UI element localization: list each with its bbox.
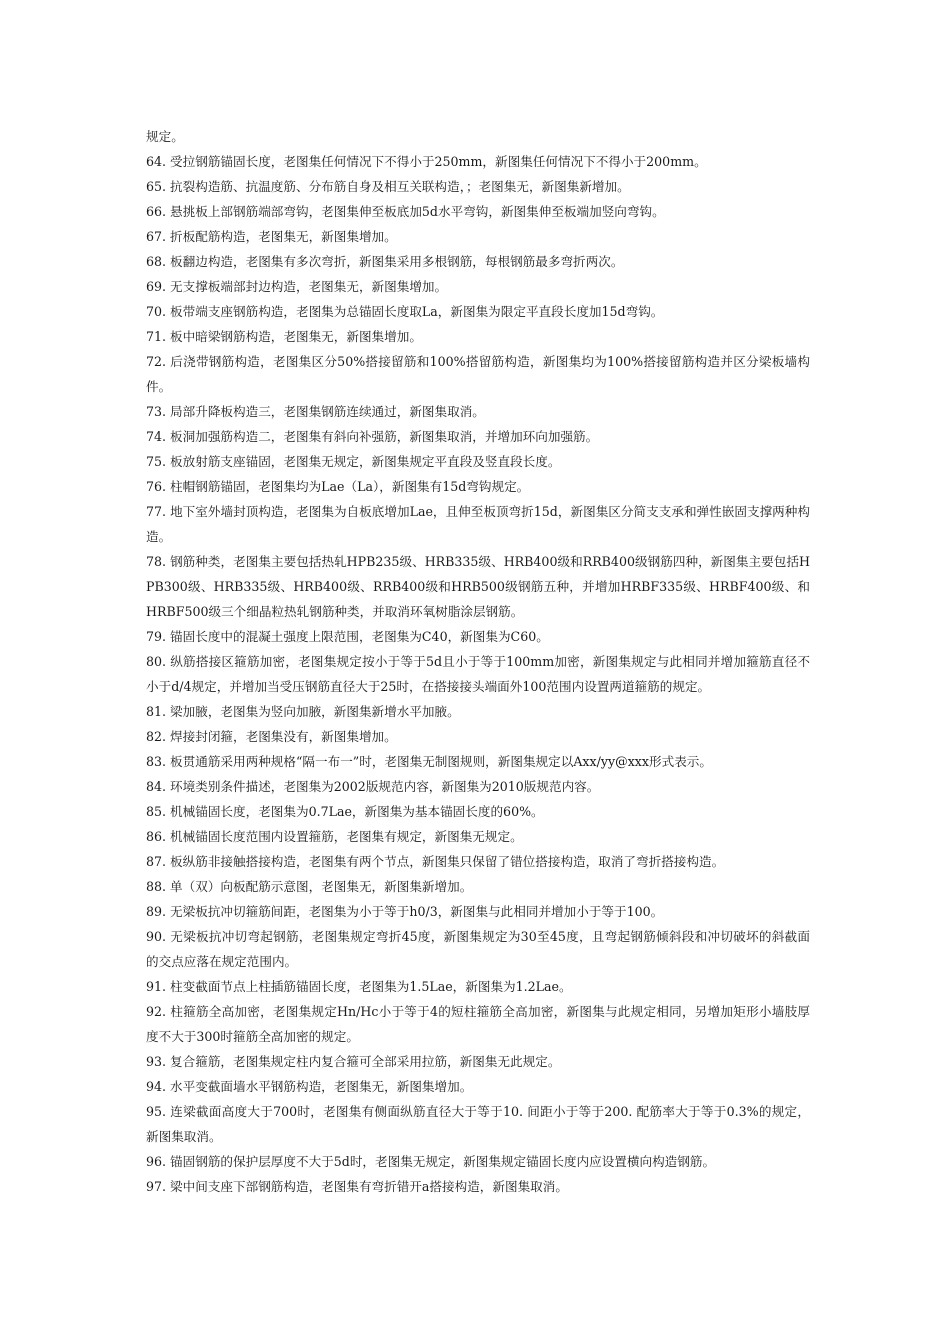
paragraph-text: 无梁板抗冲切箍筋间距，老图集为小于等于h0/3，新图集与此相同并增加小于等于100。: [170, 904, 664, 919]
paragraph-number: 91.: [146, 979, 167, 994]
paragraph: [146, 549, 810, 624]
paragraph-text: 柱帽钢筋锚固，老图集均为Lae（La），新图集有15d弯钩规定。: [170, 479, 530, 494]
paragraph-text: 局部升降板构造三，老图集钢筋连续通过，新图集取消。: [170, 404, 485, 419]
paragraph: [146, 774, 810, 799]
paragraph-text: 板贯通筋采用两种规格“隔一布一”时，老图集无制图规则，新图集规定以Axx/yy@xxx形式表示。: [170, 754, 712, 769]
paragraph: [146, 274, 810, 299]
paragraph: [146, 199, 810, 224]
paragraph: [146, 824, 810, 849]
paragraph: [146, 724, 810, 749]
paragraph-text: 环境类别条件描述，老图集为2002版规范内容，新图集为2010版规范内容。: [170, 779, 600, 794]
paragraph-text: 柱变截面节点上柱插筋锚固长度，老图集为1.5Lae，新图集为1.2Lae。: [170, 979, 572, 994]
paragraph-number: 92.: [146, 1004, 167, 1019]
paragraph-number: 85.: [146, 804, 167, 819]
paragraph-number: 86.: [146, 829, 167, 844]
paragraph-text: 无梁板抗冲切弯起钢筋，老图集规定弯折45度，新图集规定为30至45度，且弯起钢筋倾斜段和冲切破坏的斜截面的交点应落在规定范围内。: [146, 929, 810, 969]
paragraph-text: 梁加腋，老图集为竖向加腋，新图集新增水平加腋。: [170, 704, 460, 719]
paragraph-text: 悬挑板上部钢筋端部弯钩，老图集伸至板底加5d水平弯钩，新图集伸至板端加竖向弯钩。: [170, 204, 665, 219]
paragraph-number: 80.: [146, 654, 167, 669]
paragraph-number: 79.: [146, 629, 167, 644]
paragraph-number: 78.: [146, 554, 167, 569]
paragraph-text: 锚固钢筋的保护层厚度不大于5d时，老图集无规定，新图集规定锚固长度内应设置横向构造钢筋。: [170, 1154, 716, 1169]
paragraph: [146, 999, 810, 1049]
document-page: [146, 124, 810, 1199]
paragraph-number: 74.: [146, 429, 167, 444]
paragraph-number: 76.: [146, 479, 167, 494]
paragraph-text: 机械锚固长度范围内设置箍筋，老图集有规定，新图集无规定。: [170, 829, 523, 844]
paragraph-text: 地下室外墙封顶构造，老图集为自板底增加Lae，且伸至板顶弯折15d，新图集区分简支支承和弹性嵌固支撑两种构造。: [146, 504, 810, 544]
paragraph-number: 97.: [146, 1179, 167, 1194]
paragraph: [146, 874, 810, 899]
paragraph-text: 折板配筋构造，老图集无，新图集增加。: [170, 229, 397, 244]
paragraph: [146, 449, 810, 474]
paragraph: [146, 799, 810, 824]
paragraph-text: 抗裂构造筋、抗温度筋、分布筋自身及相互关联构造，；老图集无，新图集新增加。: [170, 179, 630, 194]
paragraph: [146, 249, 810, 274]
paragraph: [146, 349, 810, 399]
paragraph: [146, 149, 810, 174]
paragraph-number: 96.: [146, 1154, 167, 1169]
paragraph: [146, 499, 810, 549]
paragraph-text: 板纵筋非接触搭接构造，老图集有两个节点，新图集只保留了错位搭接构造，取消了弯折搭接构造。: [170, 854, 725, 869]
paragraph-text: 规定。: [146, 129, 184, 144]
paragraph-number: 87.: [146, 854, 167, 869]
paragraph-text: 受拉钢筋锚固长度，老图集任何情况下不得小于250mm，新图集任何情况下不得小于200mm。: [170, 154, 707, 169]
paragraph: [146, 324, 810, 349]
paragraph: [146, 974, 810, 999]
paragraph-number: 82.: [146, 729, 167, 744]
paragraph-number: 70.: [146, 304, 167, 319]
paragraph-text: 柱箍筋全高加密，老图集规定Hn/Hc小于等于4的短柱箍筋全高加密，新图集与此规定相同，另增加矩形小墙肢厚度不大于300时箍筋全高加密的规定。: [146, 1004, 810, 1044]
paragraph-text: 后浇带钢筋构造，老图集区分50%搭接留筋和100%搭留筋构造，新图集均为100%搭接留筋构造并区分梁板墙构件。: [146, 354, 810, 394]
paragraph-text: 板翻边构造，老图集有多次弯折，新图集采用多根钢筋，每根钢筋最多弯折两次。: [170, 254, 624, 269]
paragraph-number: 73.: [146, 404, 167, 419]
paragraph: [146, 124, 810, 149]
paragraph: [146, 1149, 810, 1174]
paragraph-number: 90.: [146, 929, 167, 944]
paragraph-number: 84.: [146, 779, 167, 794]
paragraph-number: 81.: [146, 704, 167, 719]
paragraph-number: 69.: [146, 279, 167, 294]
paragraph-number: 77.: [146, 504, 167, 519]
paragraph-text: 板中暗梁钢筋构造，老图集无，新图集增加。: [170, 329, 422, 344]
paragraph: [146, 174, 810, 199]
paragraph: [146, 1074, 810, 1099]
paragraph-text: 锚固长度中的混凝土强度上限范围，老图集为C40，新图集为C60。: [170, 629, 549, 644]
paragraph-number: 93.: [146, 1054, 167, 1069]
paragraph-text: 连梁截面高度大于700时，老图集有侧面纵筋直径大于等于10. 间距小于等于200. 配筋率大于等于0.3%的规定，新图集取消。: [146, 1104, 810, 1144]
paragraph-number: 94.: [146, 1079, 167, 1094]
paragraph-text: 无支撑板端部封边构造，老图集无，新图集增加。: [170, 279, 448, 294]
paragraph-text: 板带端支座钢筋构造，老图集为总锚固长度取La，新图集为限定平直段长度加15d弯钩。: [170, 304, 664, 319]
paragraph-number: 83.: [146, 754, 167, 769]
paragraph-number: 95.: [146, 1104, 167, 1119]
paragraph: [146, 1049, 810, 1074]
paragraph-text: 焊接封闭箍，老图集没有，新图集增加。: [170, 729, 397, 744]
paragraph-text: 纵筋搭接区箍筋加密，老图集规定按小于等于5d且小于等于100mm加密，新图集规定与此相同并增加箍筋直径不小于d/4规定，并增加当受压钢筋直径大于25时，在搭接接头端面外100范围内设置两道箍筋的规定。: [146, 654, 810, 694]
paragraph-number: 75.: [146, 454, 167, 469]
paragraph-text: 机械锚固长度，老图集为0.7Lae，新图集为基本锚固长度的60%。: [170, 804, 544, 819]
paragraph-text: 板洞加强筋构造二，老图集有斜向补强筋，新图集取消，并增加环向加强筋。: [170, 429, 599, 444]
paragraph: [146, 624, 810, 649]
paragraph: [146, 1099, 810, 1149]
paragraph-number: 68.: [146, 254, 167, 269]
paragraph: [146, 649, 810, 699]
paragraph: [146, 924, 810, 974]
paragraph-number: 72.: [146, 354, 167, 369]
paragraph-text: 水平变截面墙水平钢筋构造，老图集无，新图集增加。: [170, 1079, 473, 1094]
paragraph: [146, 749, 810, 774]
paragraph-text: 单（双）向板配筋示意图，老图集无，新图集新增加。: [170, 879, 473, 894]
paragraph: [146, 424, 810, 449]
paragraph-number: 71.: [146, 329, 167, 344]
paragraph: [146, 849, 810, 874]
paragraph-text: 梁中间支座下部钢筋构造，老图集有弯折错开a搭接构造，新图集取消。: [170, 1179, 568, 1194]
paragraph-text: 板放射筋支座锚固，老图集无规定，新图集规定平直段及竖直段长度。: [170, 454, 561, 469]
paragraph: [146, 299, 810, 324]
paragraph-number: 65.: [146, 179, 167, 194]
paragraph-number: 67.: [146, 229, 167, 244]
paragraph-number: 64.: [146, 154, 167, 169]
paragraph: [146, 899, 810, 924]
paragraph-number: 88.: [146, 879, 167, 894]
paragraph: [146, 1174, 810, 1199]
paragraph: [146, 399, 810, 424]
paragraph: [146, 224, 810, 249]
paragraph-number: 89.: [146, 904, 167, 919]
paragraph-text: 复合箍筋，老图集规定柱内复合箍可全部采用拉筋，新图集无此规定。: [170, 1054, 561, 1069]
paragraph: [146, 474, 810, 499]
paragraph-text: 钢筋种类，老图集主要包括热轧HPB235级、HRB335级、HRB400级和RRB400级钢筋四种，新图集主要包括HPB300级、HRB335级、HRB400级、RRB400级和HRB500级钢筋五种，并增加HRBF335级、HRBF400级、和HRBF500级三个细晶粒热轧钢筋种类，并取消环氧树脂涂层钢筋。: [146, 554, 810, 619]
paragraph-number: 66.: [146, 204, 167, 219]
paragraph: [146, 699, 810, 724]
